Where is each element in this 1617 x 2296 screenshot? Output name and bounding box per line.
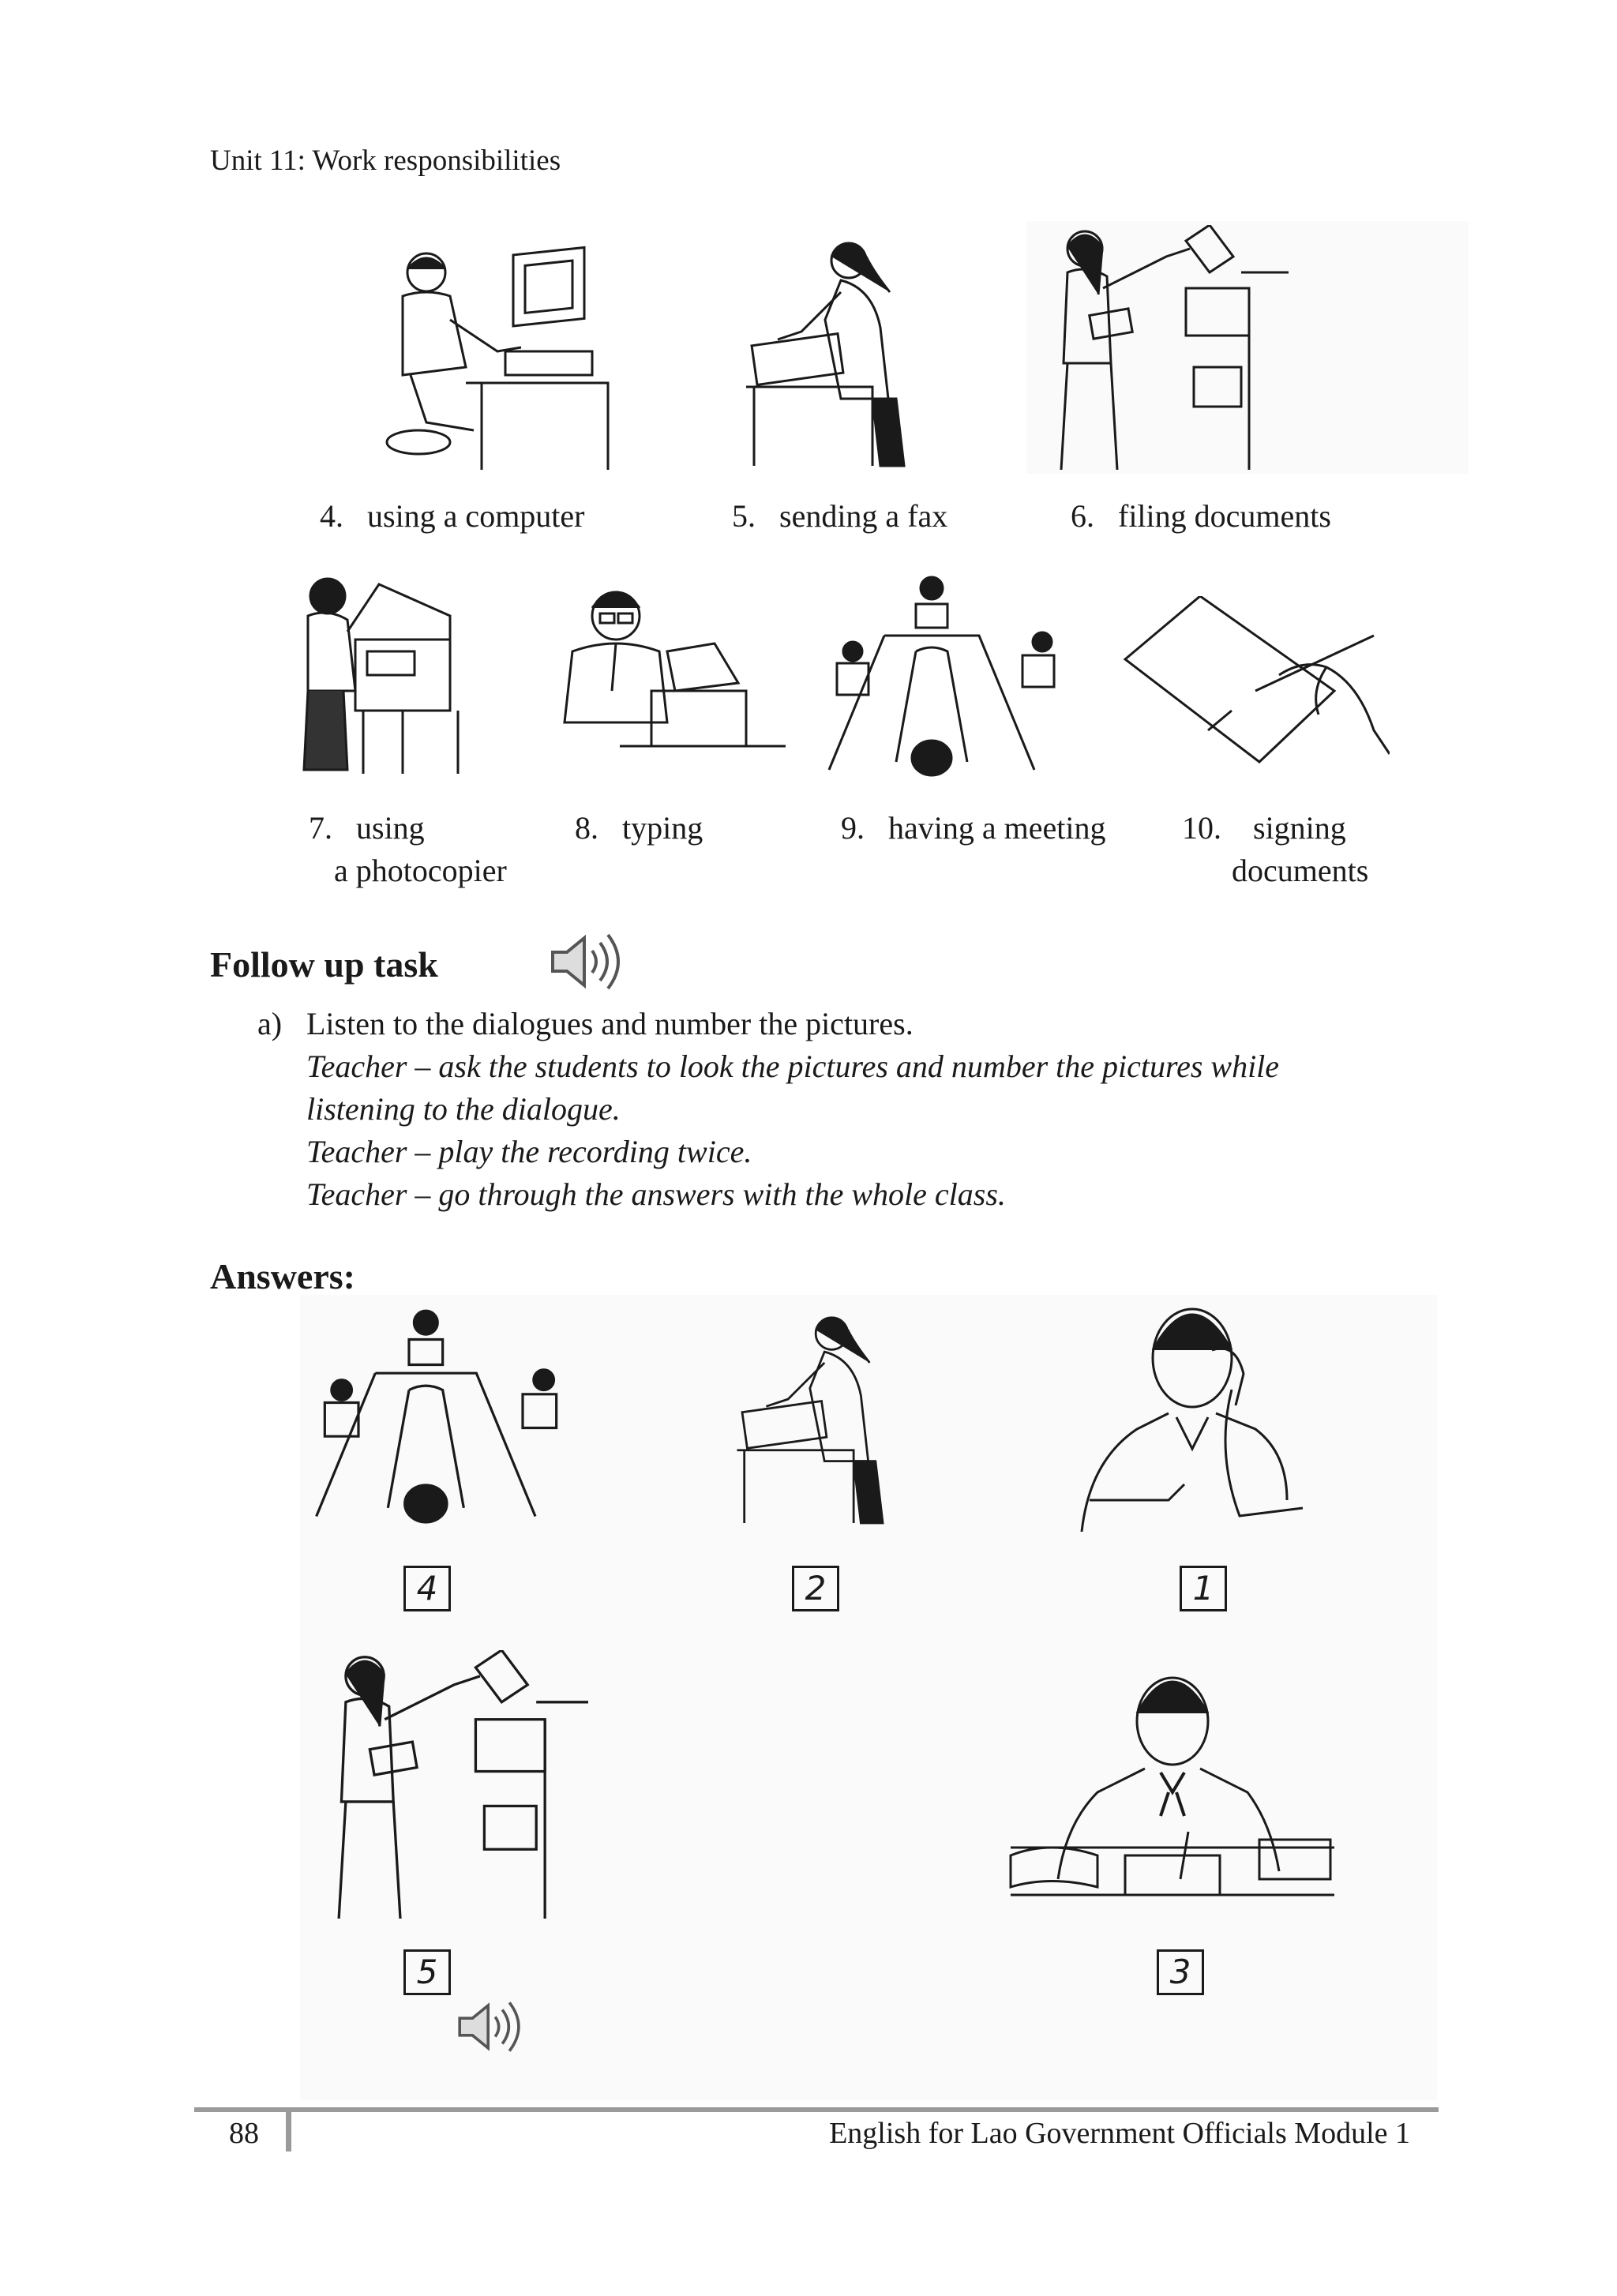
caption-filing-documents: [1071, 497, 1331, 535]
filing-illustration: [1044, 225, 1289, 470]
answer-box: 2: [792, 1566, 839, 1611]
caption-number: 4.: [320, 498, 343, 534]
signing-illustration: [1121, 596, 1390, 778]
caption-number: 9.: [841, 810, 865, 846]
caption-typing: [575, 809, 703, 846]
caption-label: using: [356, 810, 425, 846]
teacher-note: Teacher – ask the students to look the pictures and number the pictures while: [306, 1049, 1280, 1084]
footer-divider: [286, 2107, 291, 2152]
task-instruction: Listen to the dialogues and number the pictures.: [306, 1006, 914, 1041]
caption-label: filing documents: [1118, 498, 1331, 534]
caption-having-meeting: [841, 809, 1105, 846]
answer-box: 5: [403, 1949, 451, 1995]
caption-using-photocopier: [309, 809, 425, 846]
section-title-follow-up: Follow up task: [210, 944, 438, 985]
answer-box: 1: [1180, 1566, 1227, 1611]
caption-number: 10.: [1182, 810, 1221, 846]
caption-label: typing: [622, 810, 703, 846]
filing-illustration: [320, 1650, 588, 1919]
photocopier-illustration: [292, 568, 474, 778]
unit-header: Unit 11: Work responsibilities: [210, 144, 561, 177]
caption-label: having a meeting: [888, 810, 1106, 846]
teacher-note: listening to the dialogue.: [306, 1091, 621, 1127]
meeting-illustration: [308, 1299, 561, 1532]
footer-rule: [194, 2107, 1439, 2112]
fax-sender-illustration: [730, 237, 936, 470]
caption-signing-documents: [1182, 809, 1346, 846]
section-title-answers: Answers:: [210, 1256, 355, 1296]
answer-box: 3: [1157, 1949, 1204, 1995]
caption-number: 5.: [732, 498, 756, 534]
typist-illustration: [541, 580, 786, 774]
caption-using-computer: [320, 497, 585, 535]
phone-call-illustration: [1074, 1295, 1326, 1532]
computer-user-illustration: [347, 241, 616, 470]
caption-number: 6.: [1071, 498, 1094, 534]
audio-speaker-icon[interactable]: [546, 930, 625, 993]
task-item-letter: a): [257, 1006, 283, 1041]
caption-line-2: a photocopier: [334, 853, 507, 888]
meeting-illustration: [821, 572, 1058, 778]
book-title: English for Lao Government Officials Module 1: [829, 2117, 1410, 2150]
writing-illustration: [1007, 1666, 1338, 1919]
caption-label: sending a fax: [779, 498, 948, 534]
teacher-note: Teacher – play the recording twice.: [306, 1134, 752, 1169]
caption-sending-fax: [732, 497, 947, 535]
answer-box: 4: [403, 1566, 451, 1611]
fax-sender-illustration: [722, 1307, 912, 1532]
caption-number: 8.: [575, 810, 598, 846]
audio-speaker-icon[interactable]: [454, 1998, 525, 2056]
caption-label: using a computer: [367, 498, 585, 534]
caption-line-2: documents: [1232, 853, 1369, 888]
caption-number: 7.: [309, 810, 332, 846]
teacher-note: Teacher – go through the answers with the whole class.: [306, 1176, 1006, 1212]
caption-label: signing: [1253, 810, 1346, 846]
page-number: 88: [229, 2117, 259, 2150]
